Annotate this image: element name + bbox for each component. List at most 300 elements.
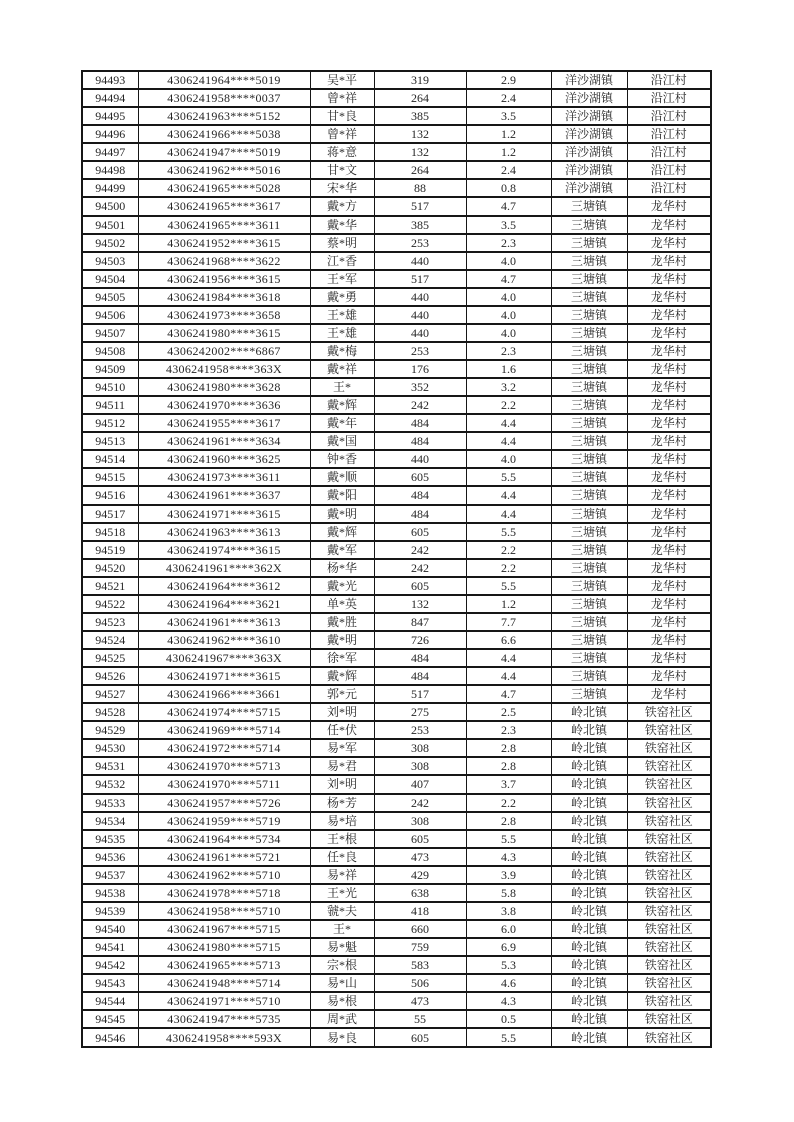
cell-masked-name: 曾*祥 [310,125,374,143]
cell-village: 龙华村 [627,631,711,649]
cell-masked-name: 宋*华 [310,179,374,197]
cell-village: 龙华村 [627,216,711,234]
cell-value-decimal: 3.5 [466,107,551,125]
cell-village: 铁窑社区 [627,956,711,974]
cell-value-integer: 88 [374,179,466,197]
cell-sequence-number: 94515 [82,468,138,486]
cell-town: 三塘镇 [551,613,627,631]
table-row [82,89,711,107]
cell-value-integer: 176 [374,360,466,378]
cell-value-decimal: 2.4 [466,161,551,179]
cell-sequence-number: 94501 [82,216,138,234]
cell-value-decimal: 3.2 [466,378,551,396]
cell-sequence-number: 94502 [82,234,138,252]
cell-value-decimal: 4.4 [466,486,551,504]
cell-village: 龙华村 [627,360,711,378]
cell-value-integer: 473 [374,848,466,866]
cell-value-decimal: 4.7 [466,270,551,288]
cell-masked-name: 易*根 [310,992,374,1010]
cell-value-decimal: 2.8 [466,739,551,757]
cell-value-integer: 264 [374,161,466,179]
cell-value-decimal: 3.5 [466,216,551,234]
cell-town: 岭北镇 [551,884,627,902]
table-row [82,143,711,161]
table-row [82,848,711,866]
table-row [82,613,711,631]
cell-value-decimal: 1.2 [466,125,551,143]
cell-value-decimal: 2.3 [466,234,551,252]
cell-town: 岭北镇 [551,902,627,920]
cell-town: 洋沙湖镇 [551,71,627,89]
cell-masked-id-number: 4306241974****5715 [138,703,310,721]
cell-sequence-number: 94509 [82,360,138,378]
cell-masked-name: 易*山 [310,974,374,992]
cell-masked-id-number: 4306241962****5016 [138,161,310,179]
cell-masked-id-number: 4306241965****5028 [138,179,310,197]
cell-value-integer: 440 [374,252,466,270]
cell-sequence-number: 94493 [82,71,138,89]
cell-masked-name: 戴*胜 [310,613,374,631]
cell-masked-id-number: 4306241958****593X [138,1028,310,1047]
cell-value-decimal: 2.2 [466,541,551,559]
cell-sequence-number: 94522 [82,595,138,613]
cell-masked-name: 戴*方 [310,197,374,215]
table-row [82,1028,711,1047]
cell-town: 岭北镇 [551,866,627,884]
cell-village: 铁窑社区 [627,1010,711,1028]
cell-town: 三塘镇 [551,559,627,577]
cell-sequence-number: 94511 [82,396,138,414]
table-row [82,830,711,848]
cell-village: 龙华村 [627,414,711,432]
cell-sequence-number: 94521 [82,577,138,595]
cell-town: 三塘镇 [551,468,627,486]
cell-masked-name: 戴*军 [310,541,374,559]
table-row [82,450,711,468]
cell-value-integer: 352 [374,378,466,396]
cell-value-integer: 132 [374,143,466,161]
cell-village: 铁窑社区 [627,830,711,848]
cell-masked-name: 王*根 [310,830,374,848]
cell-value-integer: 385 [374,216,466,234]
cell-masked-name: 周*武 [310,1010,374,1028]
cell-value-decimal: 5.5 [466,830,551,848]
cell-town: 三塘镇 [551,450,627,468]
cell-village: 龙华村 [627,450,711,468]
cell-sequence-number: 94506 [82,306,138,324]
cell-value-integer: 473 [374,992,466,1010]
cell-value-decimal: 7.7 [466,613,551,631]
cell-value-integer: 385 [374,107,466,125]
cell-masked-id-number: 4306241965****5713 [138,956,310,974]
cell-value-decimal: 2.8 [466,757,551,775]
cell-value-decimal: 5.5 [466,1028,551,1047]
table-row [82,197,711,215]
cell-village: 沿江村 [627,89,711,107]
cell-value-decimal: 5.5 [466,468,551,486]
cell-town: 三塘镇 [551,414,627,432]
table-row [82,577,711,595]
cell-value-integer: 242 [374,541,466,559]
cell-masked-name: 蔡*明 [310,234,374,252]
table-row [82,938,711,956]
cell-village: 沿江村 [627,107,711,125]
cell-sequence-number: 94517 [82,505,138,523]
cell-masked-id-number: 4306241964****3621 [138,595,310,613]
cell-sequence-number: 94519 [82,541,138,559]
cell-value-integer: 242 [374,396,466,414]
cell-masked-name: 甘*良 [310,107,374,125]
cell-masked-id-number: 4306241972****5714 [138,739,310,757]
cell-village: 铁窑社区 [627,1028,711,1047]
cell-value-decimal: 3.8 [466,902,551,920]
cell-village: 龙华村 [627,324,711,342]
cell-sequence-number: 94495 [82,107,138,125]
cell-village: 铁窑社区 [627,775,711,793]
cell-masked-name: 徐*军 [310,649,374,667]
cell-masked-id-number: 4306241961****3613 [138,613,310,631]
cell-masked-id-number: 4306241969****5714 [138,721,310,739]
records-table-body [82,71,711,1047]
cell-masked-name: 钟*香 [310,450,374,468]
cell-value-integer: 484 [374,414,466,432]
cell-village: 龙华村 [627,541,711,559]
cell-value-decimal: 2.2 [466,396,551,414]
cell-sequence-number: 94545 [82,1010,138,1028]
cell-masked-name: 易*良 [310,1028,374,1047]
cell-sequence-number: 94540 [82,920,138,938]
cell-village: 龙华村 [627,342,711,360]
cell-sequence-number: 94507 [82,324,138,342]
cell-town: 洋沙湖镇 [551,143,627,161]
cell-value-decimal: 4.6 [466,974,551,992]
cell-village: 龙华村 [627,378,711,396]
cell-masked-name: 戴*顺 [310,468,374,486]
cell-value-decimal: 4.0 [466,252,551,270]
table-row [82,595,711,613]
cell-value-integer: 429 [374,866,466,884]
table-row [82,270,711,288]
cell-value-decimal: 4.4 [466,505,551,523]
cell-masked-id-number: 4306241965****3611 [138,216,310,234]
table-row [82,324,711,342]
cell-value-integer: 242 [374,794,466,812]
cell-sequence-number: 94518 [82,523,138,541]
cell-value-decimal: 4.3 [466,848,551,866]
cell-masked-id-number: 4306241967****363X [138,649,310,667]
table-row [82,486,711,504]
table-row [82,179,711,197]
cell-village: 铁窑社区 [627,794,711,812]
cell-village: 龙华村 [627,595,711,613]
table-row [82,884,711,902]
cell-value-integer: 605 [374,577,466,595]
records-table [81,70,712,1048]
cell-village: 沿江村 [627,143,711,161]
cell-town: 三塘镇 [551,288,627,306]
cell-sequence-number: 94534 [82,812,138,830]
cell-masked-id-number: 4306241958****0037 [138,89,310,107]
cell-town: 岭北镇 [551,775,627,793]
cell-value-integer: 583 [374,956,466,974]
cell-village: 铁窑社区 [627,739,711,757]
cell-value-decimal: 4.7 [466,685,551,703]
cell-sequence-number: 94532 [82,775,138,793]
table-row [82,71,711,89]
cell-town: 岭北镇 [551,1010,627,1028]
cell-masked-id-number: 4306241962****5710 [138,866,310,884]
cell-sequence-number: 94512 [82,414,138,432]
cell-sequence-number: 94541 [82,938,138,956]
cell-masked-id-number: 4306241980****5715 [138,938,310,956]
cell-value-integer: 440 [374,450,466,468]
cell-village: 龙华村 [627,613,711,631]
cell-town: 洋沙湖镇 [551,161,627,179]
cell-town: 洋沙湖镇 [551,179,627,197]
cell-value-decimal: 4.4 [466,414,551,432]
cell-masked-id-number: 4306241947****5019 [138,143,310,161]
cell-town: 岭北镇 [551,956,627,974]
cell-masked-id-number: 4306241958****5710 [138,902,310,920]
cell-village: 龙华村 [627,234,711,252]
cell-sequence-number: 94525 [82,649,138,667]
cell-value-decimal: 5.5 [466,523,551,541]
cell-masked-id-number: 4306242002****6867 [138,342,310,360]
cell-value-integer: 418 [374,902,466,920]
cell-value-integer: 517 [374,197,466,215]
cell-masked-name: 蒋*意 [310,143,374,161]
table-row [82,956,711,974]
cell-masked-id-number: 4306241966****5038 [138,125,310,143]
cell-sequence-number: 94499 [82,179,138,197]
cell-town: 三塘镇 [551,649,627,667]
cell-sequence-number: 94543 [82,974,138,992]
cell-village: 沿江村 [627,125,711,143]
cell-town: 岭北镇 [551,938,627,956]
cell-masked-name: 戴*明 [310,505,374,523]
table-row [82,649,711,667]
cell-masked-name: 甘*文 [310,161,374,179]
cell-value-integer: 264 [374,89,466,107]
cell-masked-name: 易*君 [310,757,374,775]
cell-sequence-number: 94510 [82,378,138,396]
cell-value-integer: 484 [374,486,466,504]
cell-town: 岭北镇 [551,974,627,992]
cell-value-decimal: 2.2 [466,559,551,577]
cell-town: 岭北镇 [551,794,627,812]
table-row [82,1010,711,1028]
cell-value-integer: 605 [374,1028,466,1047]
cell-sequence-number: 94497 [82,143,138,161]
cell-masked-id-number: 4306241973****3611 [138,468,310,486]
cell-masked-name: 戴*勇 [310,288,374,306]
cell-town: 岭北镇 [551,830,627,848]
cell-village: 龙华村 [627,396,711,414]
cell-masked-id-number: 4306241971****3615 [138,667,310,685]
cell-sequence-number: 94503 [82,252,138,270]
cell-value-integer: 319 [374,71,466,89]
cell-town: 岭北镇 [551,721,627,739]
cell-sequence-number: 94500 [82,197,138,215]
cell-value-decimal: 0.5 [466,1010,551,1028]
cell-town: 三塘镇 [551,685,627,703]
cell-value-integer: 484 [374,667,466,685]
cell-sequence-number: 94538 [82,884,138,902]
cell-sequence-number: 94531 [82,757,138,775]
cell-value-decimal: 1.2 [466,595,551,613]
cell-sequence-number: 94505 [82,288,138,306]
table-row [82,685,711,703]
cell-masked-id-number: 4306241955****3617 [138,414,310,432]
cell-masked-name: 戴*阳 [310,486,374,504]
cell-value-decimal: 3.7 [466,775,551,793]
cell-value-integer: 132 [374,595,466,613]
cell-village: 铁窑社区 [627,757,711,775]
cell-masked-id-number: 4306241973****3658 [138,306,310,324]
cell-sequence-number: 94539 [82,902,138,920]
cell-value-integer: 440 [374,288,466,306]
cell-masked-name: 戴*年 [310,414,374,432]
cell-masked-name: 王*光 [310,884,374,902]
cell-masked-id-number: 4306241978****5718 [138,884,310,902]
cell-masked-name: 戴*华 [310,216,374,234]
cell-town: 三塘镇 [551,378,627,396]
cell-sequence-number: 94496 [82,125,138,143]
cell-village: 龙华村 [627,468,711,486]
table-row [82,161,711,179]
cell-town: 三塘镇 [551,631,627,649]
cell-value-decimal: 4.3 [466,992,551,1010]
cell-masked-name: 吴*平 [310,71,374,89]
cell-masked-name: 单*英 [310,595,374,613]
cell-town: 岭北镇 [551,992,627,1010]
cell-masked-name: 宗*根 [310,956,374,974]
cell-value-integer: 847 [374,613,466,631]
table-row [82,721,711,739]
cell-sequence-number: 94516 [82,486,138,504]
cell-village: 沿江村 [627,71,711,89]
cell-value-integer: 308 [374,739,466,757]
table-row [82,559,711,577]
cell-sequence-number: 94527 [82,685,138,703]
table-row [82,396,711,414]
cell-masked-id-number: 4306241984****3618 [138,288,310,306]
cell-masked-id-number: 4306241965****3617 [138,197,310,215]
cell-town: 三塘镇 [551,486,627,504]
table-row [82,739,711,757]
cell-masked-name: 虢*夫 [310,902,374,920]
cell-village: 龙华村 [627,523,711,541]
table-row [82,414,711,432]
cell-masked-name: 郭*元 [310,685,374,703]
table-row [82,667,711,685]
table-row [82,523,711,541]
cell-village: 铁窑社区 [627,866,711,884]
cell-village: 龙华村 [627,252,711,270]
cell-town: 洋沙湖镇 [551,125,627,143]
cell-masked-name: 任*良 [310,848,374,866]
table-row [82,812,711,830]
cell-masked-name: 王*雄 [310,306,374,324]
cell-town: 洋沙湖镇 [551,107,627,125]
table-row [82,974,711,992]
table-row [82,107,711,125]
cell-value-integer: 726 [374,631,466,649]
cell-sequence-number: 94504 [82,270,138,288]
cell-masked-id-number: 4306241963****3613 [138,523,310,541]
cell-masked-id-number: 4306241959****5719 [138,812,310,830]
cell-town: 三塘镇 [551,595,627,613]
table-row [82,920,711,938]
cell-village: 龙华村 [627,270,711,288]
cell-value-integer: 605 [374,523,466,541]
cell-village: 铁窑社区 [627,721,711,739]
cell-town: 三塘镇 [551,342,627,360]
cell-masked-name: 王*军 [310,270,374,288]
cell-town: 岭北镇 [551,812,627,830]
cell-value-integer: 253 [374,234,466,252]
cell-masked-name: 戴*辉 [310,667,374,685]
cell-masked-name: 刘*明 [310,775,374,793]
cell-value-integer: 55 [374,1010,466,1028]
cell-masked-name: 江*香 [310,252,374,270]
cell-sequence-number: 94533 [82,794,138,812]
cell-value-integer: 605 [374,468,466,486]
cell-sequence-number: 94514 [82,450,138,468]
cell-village: 龙华村 [627,577,711,595]
cell-value-decimal: 2.4 [466,89,551,107]
table-row [82,360,711,378]
cell-village: 龙华村 [627,288,711,306]
cell-village: 龙华村 [627,505,711,523]
cell-sequence-number: 94520 [82,559,138,577]
cell-value-integer: 484 [374,432,466,450]
cell-value-integer: 517 [374,685,466,703]
cell-value-decimal: 2.3 [466,342,551,360]
cell-masked-name: 易*祥 [310,866,374,884]
table-row [82,306,711,324]
cell-value-decimal: 2.9 [466,71,551,89]
cell-sequence-number: 94524 [82,631,138,649]
cell-value-decimal: 2.5 [466,703,551,721]
table-row [82,505,711,523]
table-row [82,757,711,775]
cell-value-decimal: 6.9 [466,938,551,956]
cell-value-decimal: 4.0 [466,306,551,324]
cell-town: 三塘镇 [551,197,627,215]
cell-town: 岭北镇 [551,703,627,721]
cell-village: 铁窑社区 [627,992,711,1010]
cell-masked-id-number: 4306241964****3612 [138,577,310,595]
cell-sequence-number: 94542 [82,956,138,974]
cell-masked-id-number: 4306241970****3636 [138,396,310,414]
cell-village: 沿江村 [627,179,711,197]
cell-value-decimal: 2.3 [466,721,551,739]
cell-village: 铁窑社区 [627,920,711,938]
cell-masked-name: 任*伏 [310,721,374,739]
cell-value-integer: 638 [374,884,466,902]
cell-town: 岭北镇 [551,920,627,938]
cell-village: 铁窑社区 [627,884,711,902]
cell-value-integer: 308 [374,812,466,830]
cell-masked-name: 刘*明 [310,703,374,721]
cell-sequence-number: 94536 [82,848,138,866]
cell-town: 三塘镇 [551,523,627,541]
cell-masked-name: 戴*明 [310,631,374,649]
cell-masked-name: 戴*梅 [310,342,374,360]
cell-sequence-number: 94546 [82,1028,138,1047]
cell-town: 三塘镇 [551,505,627,523]
